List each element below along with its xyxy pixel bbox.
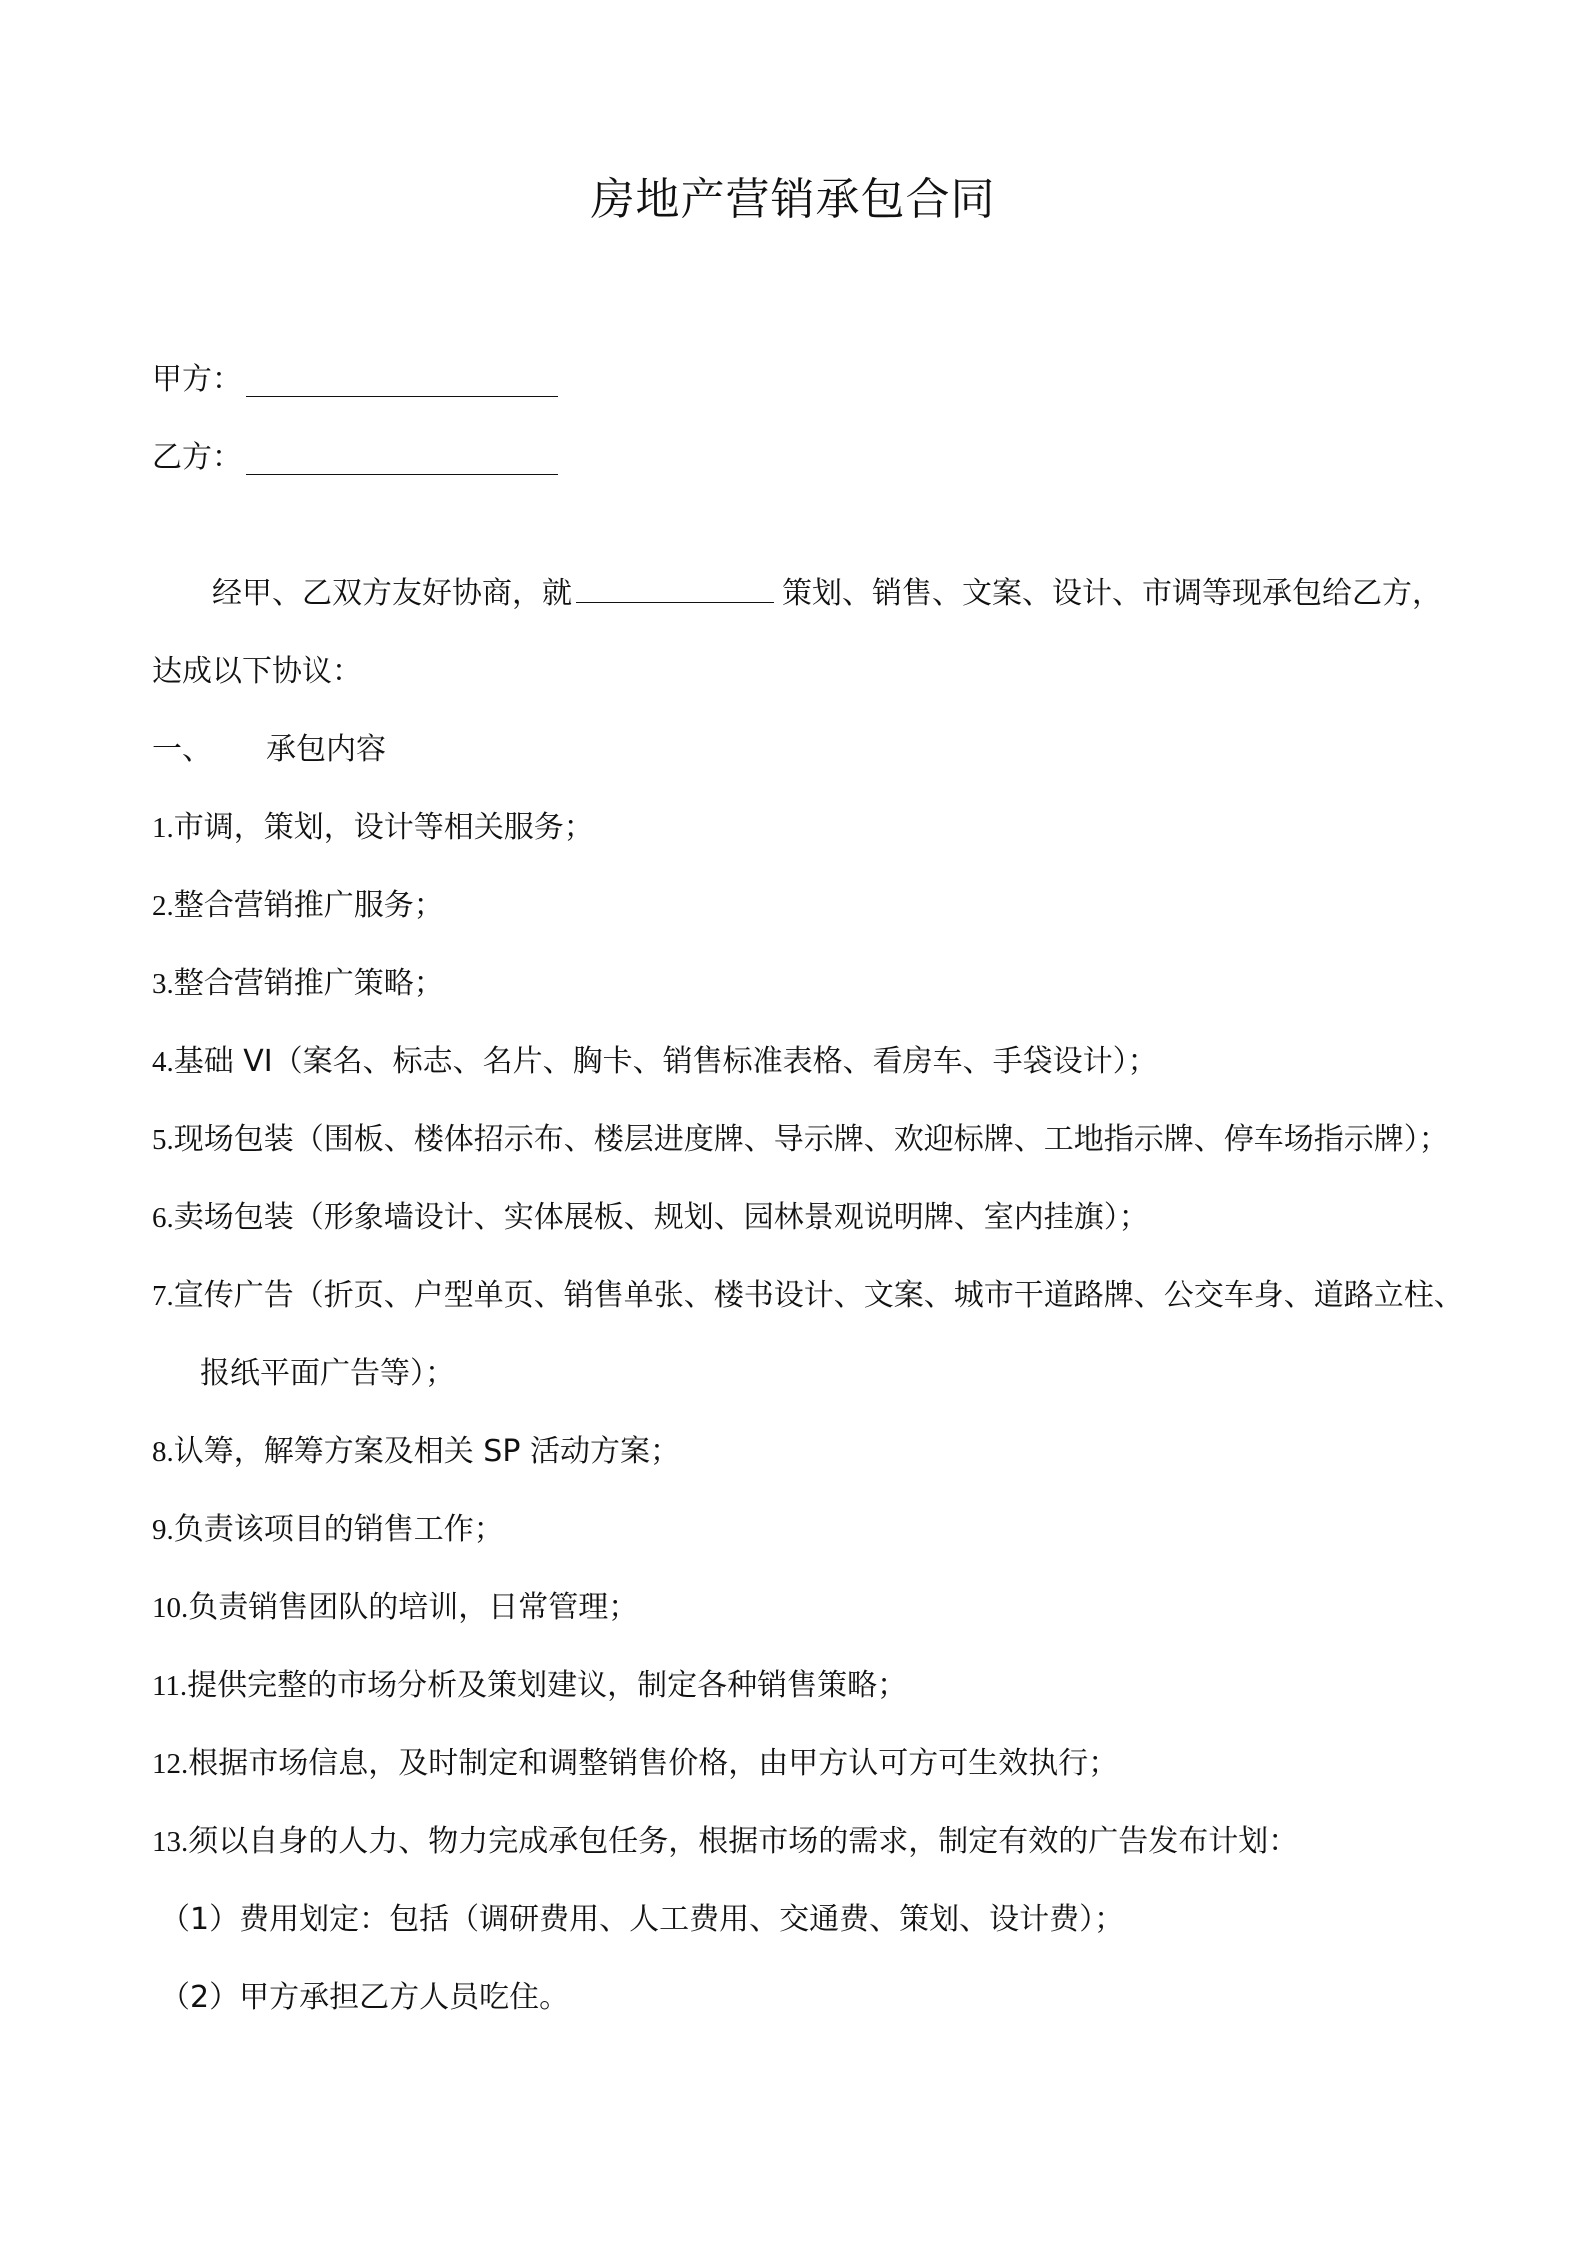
party-a-label: 甲方： [152, 362, 242, 397]
list-item-text: 根据市场信息，及时制定和调整销售价格，由甲方认可方可生效执行； [188, 1746, 1119, 1781]
section-heading [152, 728, 386, 772]
list-item [152, 1430, 680, 1474]
intro-text-1: 经甲、乙双方友好协商，就 [212, 576, 572, 611]
list-item [152, 806, 594, 850]
list-item-text: 报纸平面广告等）； [200, 1356, 455, 1391]
party-a-row [152, 358, 558, 402]
list-item-number: 10. [152, 1592, 189, 1624]
party-a-blank[interactable] [246, 366, 558, 397]
sub-item-text: 费用划定：包括（调研费用、人工费用、交通费、策划、设计费）； [239, 1902, 1125, 1937]
project-name-blank[interactable] [576, 572, 774, 603]
list-item-number: 8. [152, 1436, 174, 1468]
list-item-number: 13. [152, 1826, 189, 1858]
intro-line-1 [212, 572, 1442, 616]
sub-list-item [160, 1976, 569, 2020]
list-item-number: 12. [152, 1748, 189, 1780]
list-item-number: 11. [152, 1670, 188, 1702]
list-item-number: 6. [152, 1202, 174, 1234]
intro-text-2: 策划、销售、文案、设计、市调等现承包给乙方， [782, 576, 1442, 611]
list-item-number: 7. [152, 1280, 174, 1312]
list-item [152, 1664, 907, 1708]
list-item [152, 1274, 1464, 1318]
intro-text-3: 达成以下协议： [152, 654, 362, 689]
list-item-text: 负责该项目的销售工作； [173, 1512, 504, 1547]
list-item-text: 认筹，解筹方案及相关 SP 活动方案； [173, 1434, 680, 1469]
list-item [152, 1508, 504, 1552]
sub-item-number: （2） [160, 1980, 240, 2015]
list-item-text: 宣传广告（折页、户型单页、销售单张、楼书设计、文案、城市干道路牌、公交车身、道路立柱、 [173, 1278, 1464, 1313]
party-b-blank[interactable] [246, 444, 558, 475]
list-item [152, 1586, 638, 1630]
list-item [152, 884, 444, 928]
intro-line-2 [152, 650, 362, 694]
list-item-text: 负责销售团队的培训，日常管理； [188, 1590, 639, 1625]
list-item [152, 1040, 1158, 1084]
list-item-text: 卖场包装（形象墙设计、实体展板、规划、园林景观说明牌、室内挂旗）； [173, 1200, 1149, 1235]
list-item-number: 2. [152, 890, 174, 922]
sub-item-text: 甲方承担乙方人员吃住。 [239, 1980, 570, 2015]
party-b-row [152, 436, 558, 480]
list-item-continuation [200, 1352, 455, 1396]
list-item-text: 整合营销推广服务； [173, 888, 444, 923]
list-item-number: 1. [152, 812, 174, 844]
list-item [152, 962, 444, 1006]
list-item [152, 1196, 1149, 1240]
party-b-label: 乙方： [152, 440, 242, 475]
document-title: 房地产营销承包合同 [590, 174, 996, 225]
list-item-text: 基础 VI（案名、标志、名片、胸卡、销售标准表格、看房车、手袋设计）； [173, 1044, 1158, 1079]
section-title: 承包内容 [266, 732, 386, 767]
list-item-text: 须以自身的人力、物力完成承包任务，根据市场的需求，制定有效的广告发布计划： [188, 1824, 1299, 1859]
list-item-number: 9. [152, 1514, 174, 1546]
list-item-text: 提供完整的市场分析及策划建议，制定各种销售策略； [187, 1668, 908, 1703]
list-item-number: 3. [152, 968, 174, 1000]
section-number: 一、 [152, 732, 212, 767]
sub-list-item [160, 1898, 1124, 1942]
list-item-text: 现场包装（围板、楼体招示布、楼层进度牌、导示牌、欢迎标牌、工地指示牌、停车场指示牌）； [173, 1122, 1449, 1157]
sub-item-number: （1） [160, 1902, 240, 1937]
list-item-text: 市调，策划，设计等相关服务； [173, 810, 594, 845]
list-item-number: 5. [152, 1124, 174, 1156]
list-item-number: 4. [152, 1046, 174, 1078]
list-item-text: 整合营销推广策略； [173, 966, 444, 1001]
list-item [152, 1820, 1298, 1864]
list-item [152, 1118, 1449, 1162]
list-item [152, 1742, 1118, 1786]
